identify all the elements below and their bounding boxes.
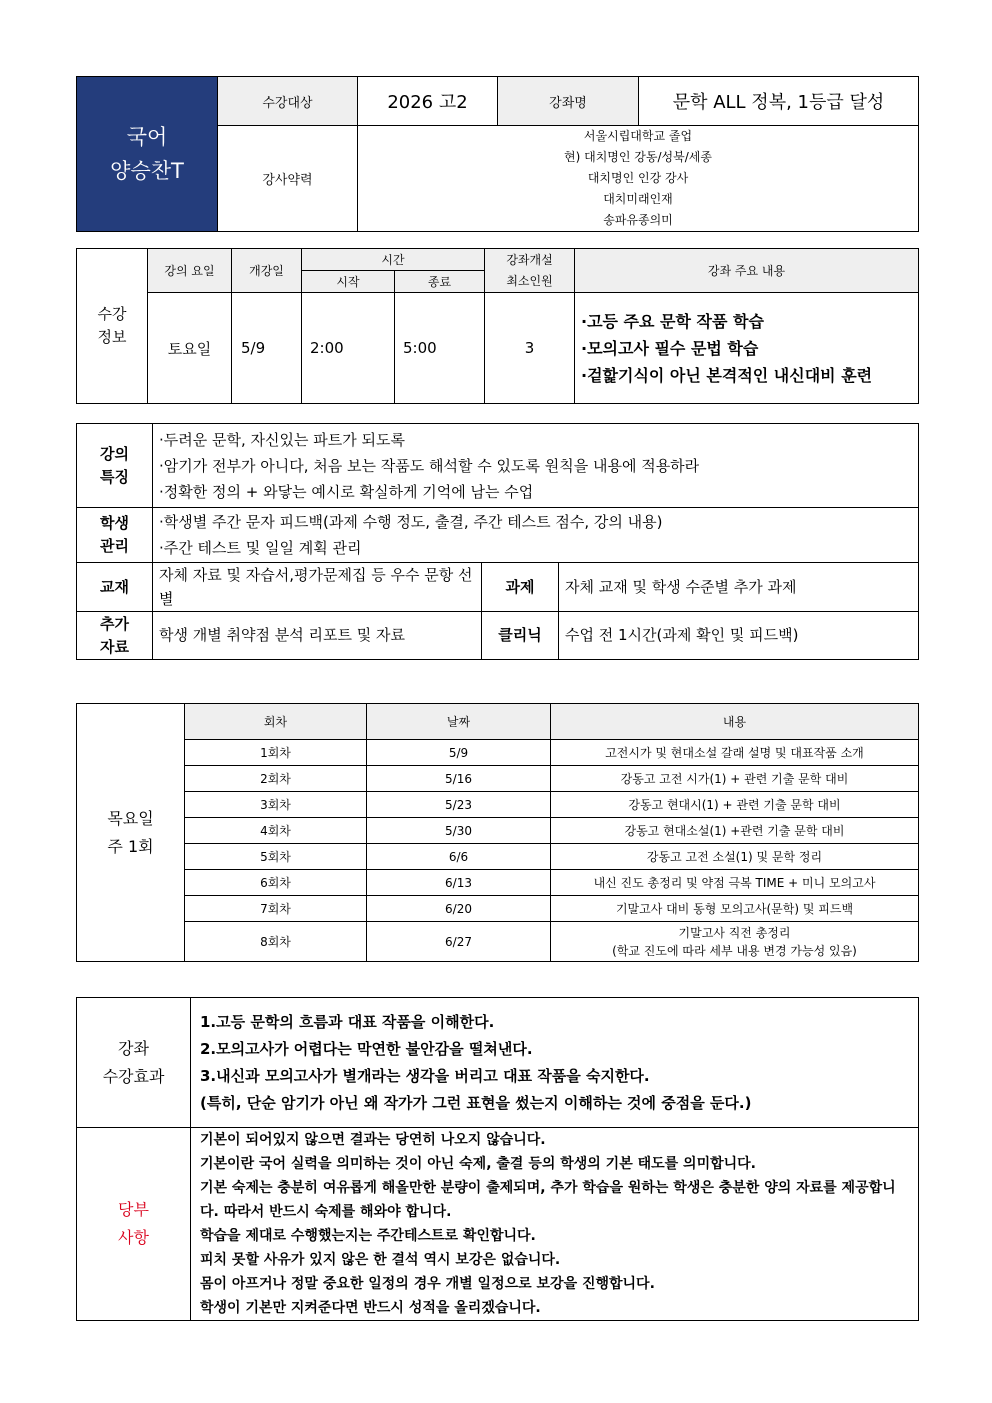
textbook-label: 교재 [77, 563, 153, 612]
day-header: 강의 요일 [148, 249, 232, 293]
date-cell: 6/13 [367, 870, 551, 896]
content-item: ·겉핥기식이 아닌 본격적인 내신대비 훈련 [581, 365, 873, 385]
min-header: 강좌개설 최소인원 [485, 249, 575, 293]
notice-item: 학생이 기본만 지켜준다면 반드시 성적을 올리겠습니다. [200, 1300, 541, 1316]
lecture-feature-list [153, 424, 919, 508]
notice-item: 기본 숙제는 충분히 여유롭게 해올만한 분량이 출제되며, 추가 학습을 원하는 학생은 충분한 양의 자료를 제공합니다. 따라서 반드시 숙제를 해와야 합니다. [200, 1180, 896, 1220]
schedule-row [77, 766, 919, 792]
session-header: 회차 [185, 704, 367, 740]
date-cell: 5/30 [367, 818, 551, 844]
notice-item: 학습을 제대로 수행했는지는 주간테스트로 확인합니다. [200, 1228, 536, 1244]
header-table [76, 76, 919, 232]
career-list [358, 126, 919, 232]
clinic-value: 수업 전 1시간(과제 확인 및 피드백) [559, 612, 919, 660]
schedule-row [77, 896, 919, 922]
enroll-section-label: 수강 정보 [77, 249, 148, 404]
open-value: 5/9 [232, 293, 302, 404]
min-value: 3 [485, 293, 575, 404]
content-cell: 강동고 고전 시가(1) + 관련 기출 문학 대비 [551, 766, 919, 792]
content-cell: 내신 진도 총정리 및 약점 극복 TIME + 미니 모의고사 [551, 870, 919, 896]
end-value: 5:00 [395, 293, 485, 404]
lecture-feature-item: ·두려운 문학, 자신있는 파트가 되도록 [159, 430, 405, 449]
session-cell: 6회차 [185, 870, 367, 896]
target-value: 2026 고2 [358, 77, 498, 126]
career-item: 대치명인 인강 강사 [587, 171, 689, 185]
date-cell: 6/20 [367, 896, 551, 922]
notice-list [191, 1128, 919, 1321]
manage-item: ·주간 테스트 및 일일 계획 관리 [159, 539, 362, 557]
date-cell: 5/23 [367, 792, 551, 818]
session-cell: 7회차 [185, 896, 367, 922]
date-cell: 6/27 [367, 922, 551, 962]
features-table [76, 423, 919, 660]
course-title: 문학 ALL 정복, 1등급 달성 [639, 77, 919, 126]
schedule-row [77, 740, 919, 766]
content-cell: 기말고사 대비 동형 모의고사(문학) 및 피드백 [551, 896, 919, 922]
teacher-badge [77, 77, 218, 232]
session-cell: 1회차 [185, 740, 367, 766]
schedule-row [77, 844, 919, 870]
effect-item: 1.고등 문학의 흐름과 대표 작품을 이해한다. [200, 1012, 495, 1031]
career-item: 대치미래인재 [603, 192, 673, 206]
lecture-feature-label: 강의 특징 [77, 424, 153, 508]
notice-item: 기본이 되어있지 않으면 결과는 당연히 나오지 않습니다. [200, 1132, 546, 1148]
date-cell: 5/16 [367, 766, 551, 792]
target-label: 수강대상 [218, 77, 358, 126]
extra-label: 추가 자료 [77, 612, 153, 660]
start-header: 시작 [302, 271, 395, 293]
content-cell: 강동고 현대소설(1) +관련 기출 문학 대비 [551, 818, 919, 844]
effect-list [191, 998, 919, 1128]
content-item: ·모의고사 필수 문법 학습 [581, 338, 759, 358]
notice-item: 몸이 아프거나 정말 중요한 일정의 경우 개별 일정으로 보강을 진행합니다. [200, 1276, 655, 1292]
manage-item: ·학생별 주간 문자 피드백(과제 수행 정도, 출결, 주간 테스트 점수, 강의 내용) [159, 513, 663, 531]
schedule-row [77, 922, 919, 962]
manage-list [153, 508, 919, 563]
notice-item: 피치 못할 사유가 있지 않은 한 결석 역시 보강은 없습니다. [200, 1252, 561, 1268]
content-header: 강좌 주요 내용 [575, 249, 919, 293]
notice-label: 당부 사항 [77, 1128, 191, 1321]
career-label: 강사약력 [218, 126, 358, 232]
session-cell: 3회차 [185, 792, 367, 818]
career-item: 현) 대치명인 강동/성북/세종 [564, 150, 712, 164]
lecture-feature-item: ·암기가 전부가 아니다, 처음 보는 작품도 해석할 수 있도록 원칙을 내용에 적용하라 [159, 456, 700, 475]
content-cell: 강동고 현대시(1) + 관련 기출 문학 대비 [551, 792, 919, 818]
schedule-row [77, 792, 919, 818]
session-cell: 8회차 [185, 922, 367, 962]
schedule-side-label: 목요일 주 1회 [77, 704, 185, 962]
lecture-feature-item: ·정확한 정의 + 와닿는 예시로 확실하게 기억에 남는 수업 [159, 482, 534, 501]
open-header: 개강일 [232, 249, 302, 293]
session-cell: 5회차 [185, 844, 367, 870]
date-cell: 6/6 [367, 844, 551, 870]
course-label: 강좌명 [498, 77, 639, 126]
career-item: 송파유종의미 [603, 213, 673, 227]
manage-label: 학생 관리 [77, 508, 153, 563]
effect-item: (특히, 단순 암기가 아닌 왜 작가가 그런 표현을 썼는지 이해하는 것에 중점을 둔다.) [200, 1093, 752, 1112]
enroll-table [76, 248, 919, 404]
clinic-label: 클리닉 [482, 612, 559, 660]
content-cell: 강동고 고전 소설(1) 및 문학 정리 [551, 844, 919, 870]
end-header: 종료 [395, 271, 485, 293]
session-cell: 2회차 [185, 766, 367, 792]
effect-item: 3.내신과 모의고사가 별개라는 생각을 버리고 대표 작품을 숙지한다. [200, 1066, 650, 1085]
notice-item: 기본이란 국어 실력을 의미하는 것이 아닌 숙제, 출결 등의 학생의 기본 태도를 의미합니다. [200, 1156, 756, 1172]
content-cell: 고전시가 및 현대소설 갈래 설명 및 대표작품 소개 [551, 740, 919, 766]
effect-item: 2.모의고사가 어렵다는 막연한 불안감을 떨쳐낸다. [200, 1039, 533, 1058]
time-header: 시간 [302, 249, 485, 271]
start-value: 2:00 [302, 293, 395, 404]
teacher-name: 양승찬T [110, 159, 184, 183]
content-cell: 기말고사 직전 총정리 (학교 진도에 따라 세부 내용 변경 가능성 있음) [551, 922, 919, 962]
homework-value: 자체 교재 및 학생 수준별 추가 과제 [559, 563, 919, 612]
subject-name: 국어 [126, 125, 168, 149]
effect-label: 강좌 수강효과 [77, 998, 191, 1128]
schedule-table [76, 703, 919, 962]
day-value: 토요일 [148, 293, 232, 404]
schedule-row [77, 870, 919, 896]
schedule-row [77, 818, 919, 844]
homework-label: 과제 [482, 563, 559, 612]
career-item: 서울시립대학교 졸업 [583, 129, 693, 143]
session-cell: 4회차 [185, 818, 367, 844]
extra-value: 학생 개별 취약점 분석 리포트 및 자료 [153, 612, 482, 660]
effect-notice-table [76, 997, 919, 1321]
content-list [575, 293, 919, 404]
date-cell: 5/9 [367, 740, 551, 766]
textbook-value: 자체 자료 및 자습서,평가문제집 등 우수 문항 선별 [153, 563, 482, 612]
content-item: ·고등 주요 문학 작품 학습 [581, 311, 764, 331]
date-header: 날짜 [367, 704, 551, 740]
content-header: 내용 [551, 704, 919, 740]
